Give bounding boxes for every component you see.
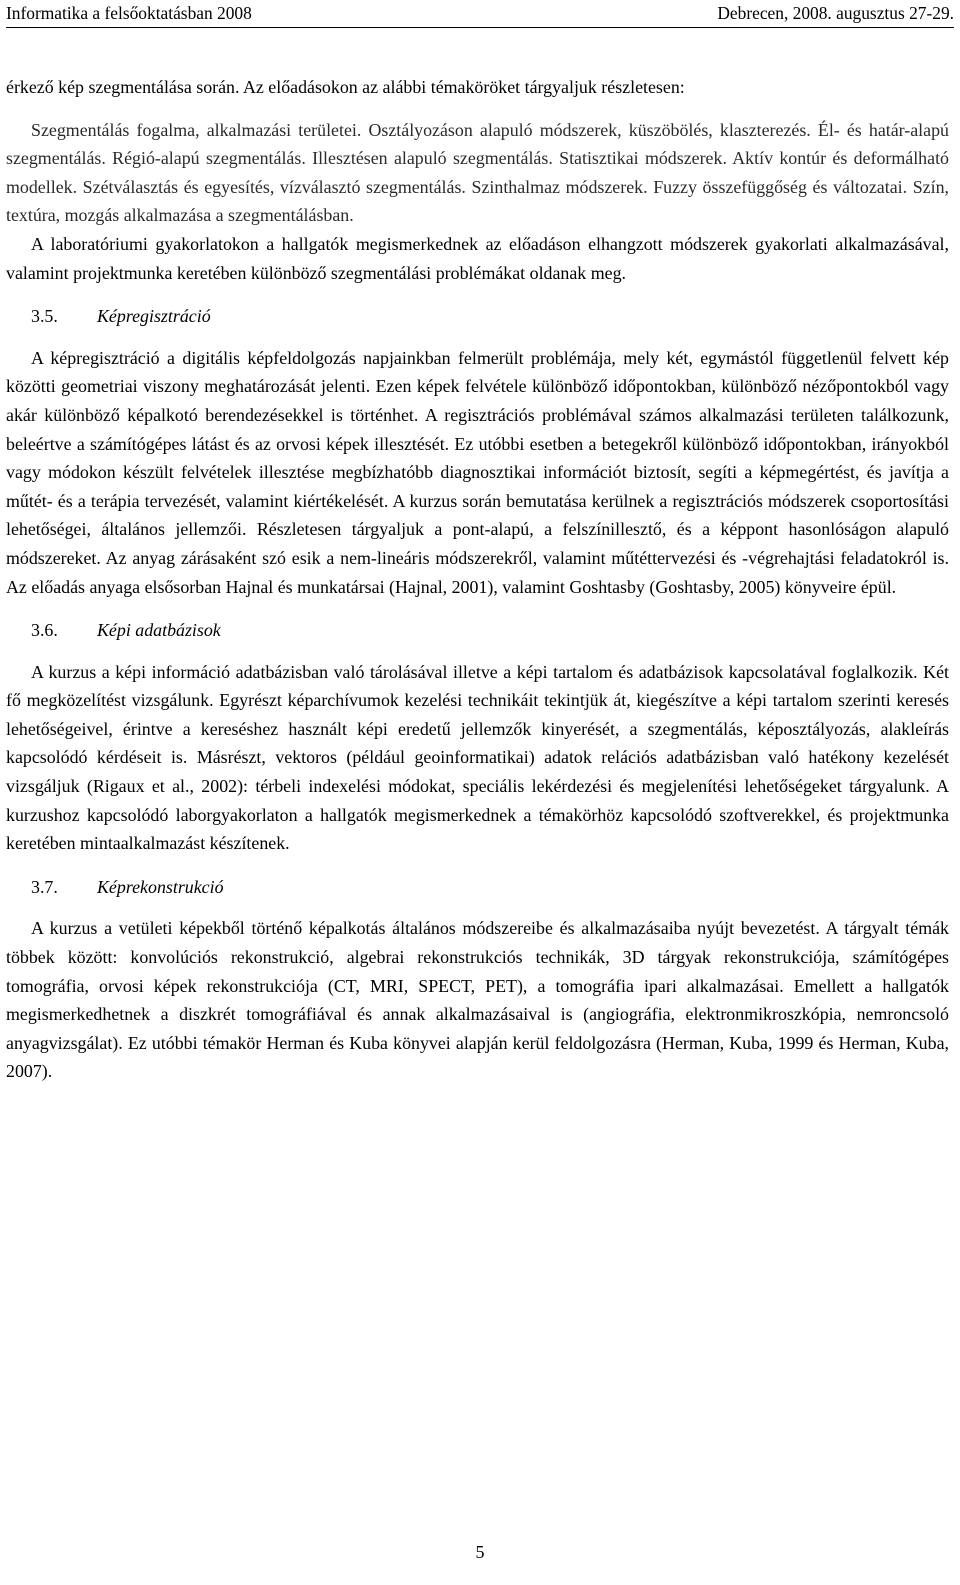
- databases-paragraph: A kurzus a képi információ adatbázisban való tárolásával illetve a képi tartalom és adatbázisok kapcsolatával foglalkozik. Két fő megközelítést vizsgálunk. Egyrészt képarchívumok kezelési technikáit tekintjük át, kiegészítve a képi tartalom szerinti keresés lehetőségeivel, érintve a kereséshez használt képi eredetű jellemzők kinyerését, a szegmentálás, képosztályozás, alakleírás kapcsolódó kérdéseit is. Másrészt, vektoros (például geoinformatikai) adatok relációs adatbázisban való hatékony kezelését vizsgáljuk (Rigaux et al., 2002): térbeli indexelési módokat, speciális lekérdezési és megjelenítési lehetőségeket tárgyalunk. A kurzushoz kapcsolódó laborgyakorlaton a hallgatók megismerkednek a témakörhöz kapcsolódó szoftverekkel, és projektmunka keretében mintaalkalmazást készítenek.: [6, 661, 949, 854]
- section-number: 3.7.: [31, 876, 58, 897]
- section-title: Képregisztráció: [97, 306, 211, 327]
- section-number: 3.5.: [31, 306, 58, 327]
- section-heading-3-7: [6, 873, 949, 902]
- header-location-date: Debrecen, 2008. augusztus 27-29.: [717, 3, 954, 23]
- lab-paragraph: A laboratóriumi gyakorlatokon a hallgatók megismerkednek az előadáson elhangzott módszerek gyakorlati alkalmazásával, valamint projektmunka keretében különböző szegmentálási problémákat oldanak meg.: [6, 233, 949, 283]
- document-body: [6, 73, 949, 1086]
- segmentation-topics-paragraph: Szegmentálás fogalma, alkalmazási területei. Osztályozáson alapuló módszerek, küszöbölés, klaszterezés. Él- és határ-alapú szegmentálás. Régió-alapú szegmentálás. Illesztésen alapuló szegmentálás. Statisztikai módszerek. Aktív kontúr és deformálható modellek. Szétválasztás és egyesítés, vízválasztó szegmentálás. Szinthalmaz módszerek. Fuzzy összefüggőség és változatai. Szín, textúra, mozgás alkalmazása a szegmentálásban.: [6, 119, 949, 226]
- reconstruction-paragraph: A kurzus a vetületi képekből történő képalkotás általános módszereibe és alkalmazásaiba nyújt bevezetést. A tárgyalt témák többek között: konvolúciós rekonstrukció, algebrai rekonstrukciós technikák, 3D tárgyak rekonstrukciója, számítógépes tomográfia, orvosi képek rekonstrukciója (CT, MRI, SPECT, PET), a tomográfia ipari alkalmazásai. Emellett a hallgatók megismerkedhetnek a diszkrét tomográfiával és annak alkalmazásaival is (angiográfia, elektronmikroszkópia, nemroncsoló anyagvizsgálat). Ez utóbbi témakör Herman és Kuba könyvei alapján kerül feldolgozásra (Herman, Kuba, 1999 és Herman, Kuba, 2007).: [6, 918, 949, 1082]
- registration-paragraph: A képregisztráció a digitális képfeldolgozás napjainkban felmerült problémája, mely két, egymástól függetlenül felvett kép közötti geometriai viszony meghatározását jelenti. Ezen képek felvétele különböző időpontokban, különböző nézőpontokból vagy akár különböző képalkotó berendezésekkel is történhet. A regisztrációs problémával számos alkalmazási területen találkozunk, beleértve a számítógépes látást és az orvosi képek illesztését. Ez utóbbi esetben a betegekről különböző időpontokban, irányokból vagy módokon készült felvételek illesztése megbízhatóbb diagnosztikai információt biztosít, segíti a képmegértést, és javítja a műtét- és a terápia tervezését, valamint kiértékelését. A kurzus során bemutatása kerülnek a regisztrációs módszerek csoportosítási lehetőségei, általános jellemzői. Részletesen tárgyaljuk a pont-alapú, a felszínillesztő, és a képpont hasonlóságon alapuló módszereket. Az anyag zárásaként szó esik a nem-lineáris módszerekről, valamint műtéttervezési és -végrehajtási feladatokról is. Az előadás anyaga elsősorban Hajnal és munkatársai (Hajnal, 2001), valamint Goshtasby (Goshtasby, 2005) könyveire épül.: [6, 347, 949, 597]
- running-header: [6, 5, 954, 28]
- header-conference-title: Informatika a felsőoktatásban 2008: [6, 3, 252, 23]
- intro-paragraph: érkező kép szegmentálása során. Az előadásokon az alábbi témaköröket tárgyaljuk részletesen:: [6, 77, 685, 97]
- section-title: Képrekonstrukció: [97, 876, 224, 897]
- section-number: 3.6.: [31, 620, 58, 641]
- section-heading-3-6: [6, 616, 949, 645]
- page-number: 5: [475, 1542, 485, 1562]
- section-title: Képi adatbázisok: [97, 620, 221, 641]
- section-heading-3-5: [6, 302, 949, 331]
